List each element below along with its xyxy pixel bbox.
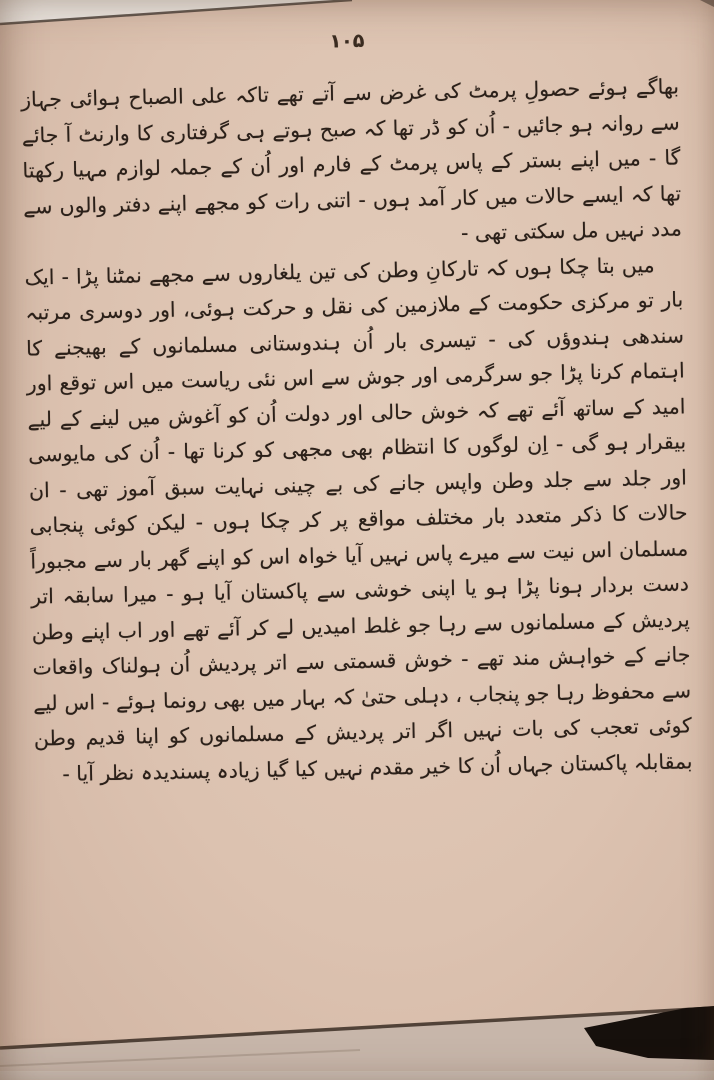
paragraph-2: میں بتا چکا ہوں کہ تارکانِ وطن کی تین یلغاروں سے مجھے نمٹنا پڑا - ایک بار تو مرکزی حکومت کے ملازمین کی نقل و حرکت ہوئی، اور دوسری مرتبہ سندھی ہندوؤں کی - تیسری بار اُن ہندوستانی مسلمانوں کے بھیجنے کا اہتمام کرنا پڑا جو سرگرمی اور جوش سے اس نئی ریاست میں اس توقع اور امید کے ساتھ آئے تھے کہ خوش حالی اور دولت اُن کو آغوش میں لینے کے لیے بیقرار ہو گی - اِن لوگوں کا انتظام بھی مجھی کو کرنا تھا - اُن کی مایوسی اور جلد سے جلد وطن واپس جانے کی بے چینی نہایت سبق آموز تھی - ان حالات کا ذکر متعدد بار مختلف مواقع پر کر چکا ہوں - لیکن کوئی پنجابی مسلمان اس نیت سے میرے پاس نہیں آیا خواہ اس کو اپنے گھر بار سے مجبوراً دست بردار ہونا پڑا ہو یا اپنی خوشی سے پاکستان آیا ہو - میرا سابقہ اتر پردیش کے مسلمانوں سے رہا جو غلط امیدیں لے کر آئے تھے اور اب اپنے وطن جانے کے خواہش مند تھے - خوش قسمتی سے اتر پردیش اُن ہولناک واقعات سے محفوظ رہا جو پنجاب ، دہلی حتیٰ کہ بہار میں بھی رونما ہوئے - اس لیے کوئی تعجب کی بات نہیں اگر اتر پردیش کے مسلمانوں کو اپنا قدیم وطن بمقابلہ پاکستان جہاں اُن کا خیر مقدم نہیں کیا گیا زیادہ پسندیدہ نظر آیا - [24,252,693,786]
page-number: ۱۰۵ [329,29,365,53]
paragraph-1: بھاگے ہوئے حصولِ پرمٹ کی غرض سے آتے تھے تاکہ علی الصباح ہوائی جہاز سے روانہ ہو جائیں - اُن کو ڈر تھا کہ صبح ہوتے ہی گرفتاری کا وارنٹ آ جائے گا - میں اپنے بستر کے پاس پرمٹ کے فارم اور اُن کے جملہ لوازم مہیا رکھتا تھا کہ ایسے حالات میں کار آمد ہوں - اتنی رات کو مجھے اپنے دفتر والوں سے مدد نہیں مل سکتی تھی - [20,74,683,245]
body-text [0,45,714,793]
